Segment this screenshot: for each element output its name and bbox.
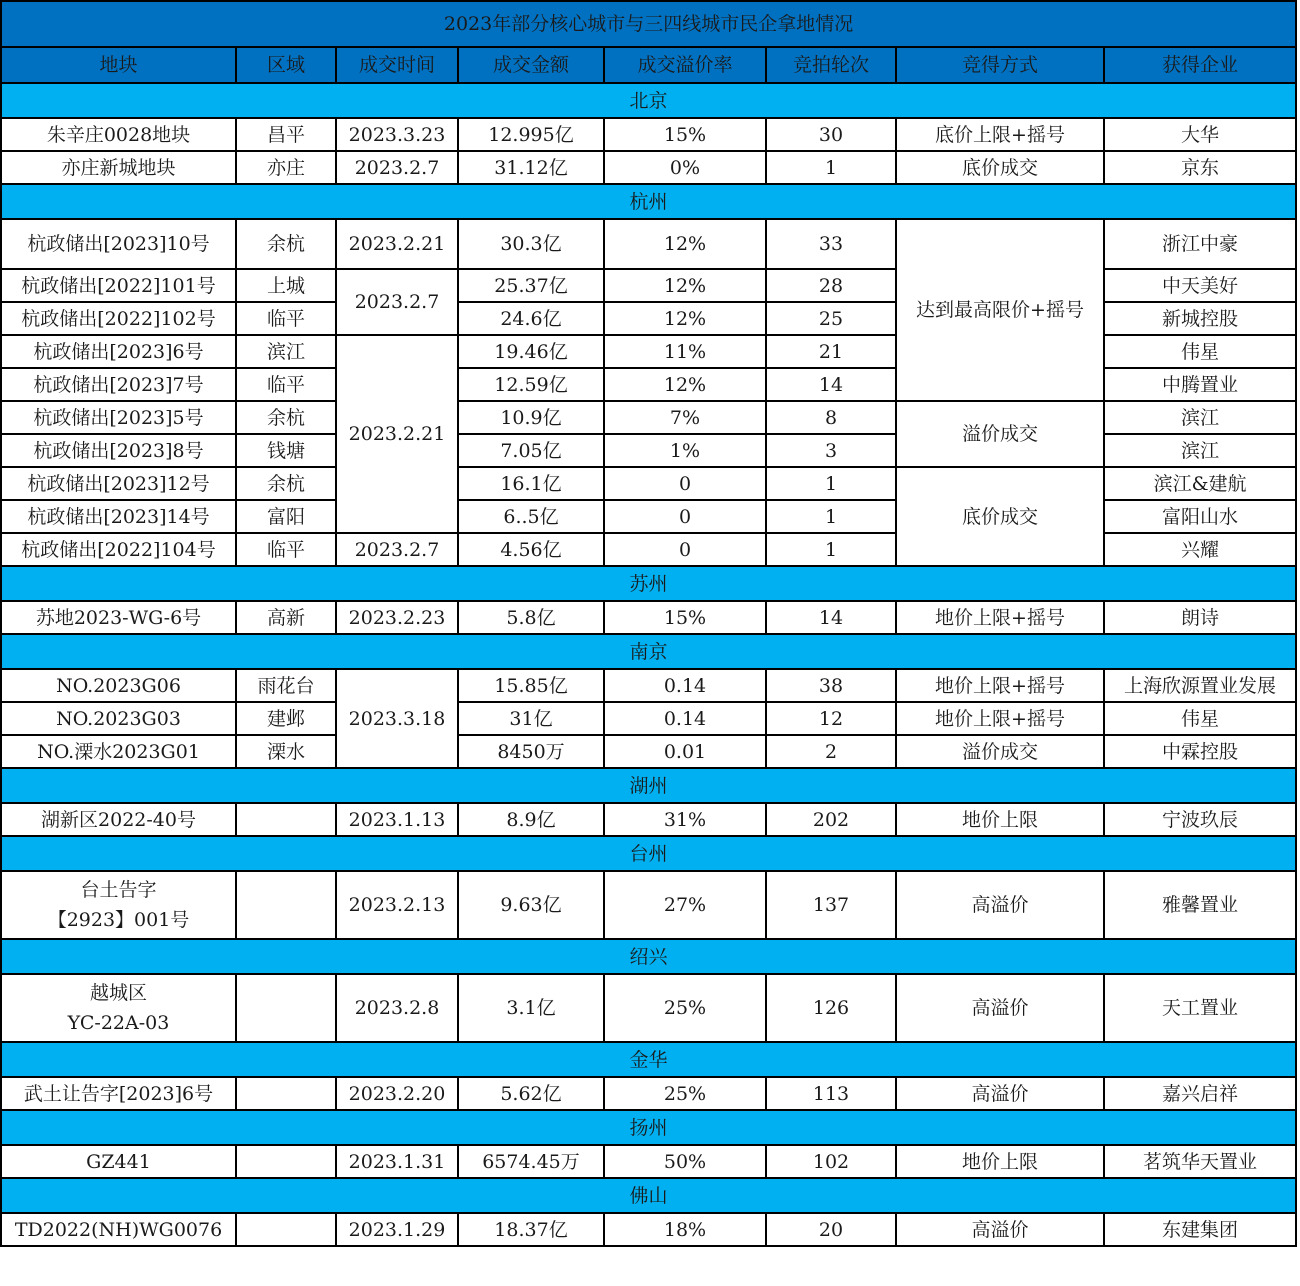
cell-area: 上城 — [236, 269, 336, 302]
table-row — [1, 151, 1296, 184]
cell-plot: 杭政储出[2023]8号 — [1, 434, 236, 467]
cell-amount: 31亿 — [458, 702, 604, 735]
cell-company: 茗筑华天置业 — [1104, 1145, 1296, 1178]
header-method: 竞得方式 — [896, 47, 1104, 83]
cell-rounds: 28 — [766, 269, 896, 302]
cell-company: 兴耀 — [1104, 533, 1296, 566]
cell-area: 雨花台 — [236, 669, 336, 702]
cell-plot: NO.溧水2023G01 — [1, 735, 236, 768]
cell-company: 新城控股 — [1104, 302, 1296, 335]
cell-area: 建邺 — [236, 702, 336, 735]
cell-rounds: 21 — [766, 335, 896, 368]
header-date: 成交时间 — [336, 47, 458, 83]
cell-area: 临平 — [236, 533, 336, 566]
city-band-huzhou: 湖州 — [1, 768, 1296, 803]
cell-amount: 9.63亿 — [458, 871, 604, 939]
cell-plot: 湖新区2022-40号 — [1, 803, 236, 836]
cell-method: 达到最高限价+摇号 — [896, 219, 1104, 401]
cell-plot: 杭政储出[2022]101号 — [1, 269, 236, 302]
header-plot: 地块 — [1, 47, 236, 83]
cell-company: 嘉兴启祥 — [1104, 1077, 1296, 1110]
cell-area: 溧水 — [236, 735, 336, 768]
cell-amount: 31.12亿 — [458, 151, 604, 184]
header-area: 区域 — [236, 47, 336, 83]
cell-amount: 24.6亿 — [458, 302, 604, 335]
cell-method: 高溢价 — [896, 871, 1104, 939]
cell-company: 雅馨置业 — [1104, 871, 1296, 939]
cell-plot — [1, 974, 236, 1042]
table-row — [1, 467, 1296, 500]
cell-rounds: 2 — [766, 735, 896, 768]
cell-plot: 武土让告字[2023]6号 — [1, 1077, 236, 1110]
cell-amount: 5.8亿 — [458, 601, 604, 634]
cell-date: 2023.1.29 — [336, 1213, 458, 1246]
city-band-shaoxing: 绍兴 — [1, 939, 1296, 974]
table-title: 2023年部分核心城市与三四线城市民企拿地情况 — [1, 1, 1296, 47]
table-row — [1, 118, 1296, 151]
cell-amount: 4.56亿 — [458, 533, 604, 566]
cell-area: 亦庄 — [236, 151, 336, 184]
cell-plot: 杭政储出[2023]6号 — [1, 335, 236, 368]
cell-amount: 8.9亿 — [458, 803, 604, 836]
cell-date: 2023.1.13 — [336, 803, 458, 836]
cell-plot: 杭政储出[2023]12号 — [1, 467, 236, 500]
table-row — [1, 702, 1296, 735]
cell-plot: 苏地2023-WG-6号 — [1, 601, 236, 634]
cell-premium: 31% — [604, 803, 766, 836]
cell-amount: 6..5亿 — [458, 500, 604, 533]
cell-company: 伟星 — [1104, 702, 1296, 735]
cell-company: 天工置业 — [1104, 974, 1296, 1042]
cell-date: 2023.2.20 — [336, 1077, 458, 1110]
city-band-beijing: 北京 — [1, 83, 1296, 118]
cell-date: 2023.2.23 — [336, 601, 458, 634]
cell-date: 2023.3.23 — [336, 118, 458, 151]
cell-date: 2023.2.21 — [336, 219, 458, 269]
cell-rounds: 14 — [766, 601, 896, 634]
cell-amount: 12.995亿 — [458, 118, 604, 151]
cell-premium: 15% — [604, 601, 766, 634]
cell-premium: 0 — [604, 500, 766, 533]
table-row — [1, 1145, 1296, 1178]
cell-area: 临平 — [236, 302, 336, 335]
header-rounds: 竞拍轮次 — [766, 47, 896, 83]
cell-premium: 15% — [604, 118, 766, 151]
table-row — [1, 219, 1296, 269]
cell-date: 2023.2.7 — [336, 269, 458, 335]
plot-line-1: 越城区 — [89, 982, 147, 1004]
cell-amount: 7.05亿 — [458, 434, 604, 467]
cell-rounds: 30 — [766, 118, 896, 151]
cell-plot: TD2022(NH)WG0076 — [1, 1213, 236, 1246]
cell-rounds: 113 — [766, 1077, 896, 1110]
city-band-foshan: 佛山 — [1, 1178, 1296, 1213]
table-row — [1, 1077, 1296, 1110]
cell-method: 溢价成交 — [896, 735, 1104, 768]
cell-company: 滨江 — [1104, 401, 1296, 434]
cell-premium: 12% — [604, 302, 766, 335]
city-band-taizhou: 台州 — [1, 836, 1296, 871]
cell-area: 昌平 — [236, 118, 336, 151]
cell-amount: 10.9亿 — [458, 401, 604, 434]
cell-area: 富阳 — [236, 500, 336, 533]
cell-premium: 0.01 — [604, 735, 766, 768]
cell-plot — [1, 871, 236, 939]
cell-area: 钱塘 — [236, 434, 336, 467]
cell-date: 2023.2.7 — [336, 533, 458, 566]
cell-date: 2023.2.8 — [336, 974, 458, 1042]
cell-area: 滨江 — [236, 335, 336, 368]
cell-company: 朗诗 — [1104, 601, 1296, 634]
cell-premium: 25% — [604, 1077, 766, 1110]
cell-date: 2023.2.13 — [336, 871, 458, 939]
cell-area — [236, 1213, 336, 1246]
cell-company: 富阳山水 — [1104, 500, 1296, 533]
cell-plot: 亦庄新城地块 — [1, 151, 236, 184]
cell-premium: 0.14 — [604, 669, 766, 702]
cell-plot: 杭政储出[2023]10号 — [1, 219, 236, 269]
cell-premium: 1% — [604, 434, 766, 467]
cell-amount: 8450万 — [458, 735, 604, 768]
cell-company: 宁波玖辰 — [1104, 803, 1296, 836]
cell-method: 溢价成交 — [896, 401, 1104, 467]
cell-premium: 12% — [604, 219, 766, 269]
cell-company: 中天美好 — [1104, 269, 1296, 302]
cell-company: 京东 — [1104, 151, 1296, 184]
cell-premium: 12% — [604, 368, 766, 401]
table-row — [1, 803, 1296, 836]
cell-plot: 杭政储出[2022]104号 — [1, 533, 236, 566]
cell-rounds: 126 — [766, 974, 896, 1042]
city-band-hangzhou: 杭州 — [1, 184, 1296, 219]
cell-premium: 0 — [604, 467, 766, 500]
cell-method: 地价上限 — [896, 803, 1104, 836]
cell-plot: 杭政储出[2023]14号 — [1, 500, 236, 533]
cell-area — [236, 803, 336, 836]
cell-method: 底价上限+摇号 — [896, 118, 1104, 151]
cell-company: 滨江 — [1104, 434, 1296, 467]
cell-area: 余杭 — [236, 401, 336, 434]
cell-amount: 16.1亿 — [458, 467, 604, 500]
cell-method: 地价上限+摇号 — [896, 601, 1104, 634]
cell-premium: 0 — [604, 533, 766, 566]
cell-date: 2023.1.31 — [336, 1145, 458, 1178]
cell-premium: 50% — [604, 1145, 766, 1178]
table-row — [1, 669, 1296, 702]
cell-method: 地价上限+摇号 — [896, 669, 1104, 702]
cell-amount: 19.46亿 — [458, 335, 604, 368]
cell-amount: 5.62亿 — [458, 1077, 604, 1110]
table-row — [1, 601, 1296, 634]
cell-company: 中腾置业 — [1104, 368, 1296, 401]
cell-rounds: 25 — [766, 302, 896, 335]
cell-area — [236, 974, 336, 1042]
cell-amount: 30.3亿 — [458, 219, 604, 269]
cell-rounds: 102 — [766, 1145, 896, 1178]
cell-amount: 25.37亿 — [458, 269, 604, 302]
cell-plot: 杭政储出[2022]102号 — [1, 302, 236, 335]
cell-company: 上海欣源置业发展 — [1104, 669, 1296, 702]
cell-rounds: 33 — [766, 219, 896, 269]
city-band-yangzhou: 扬州 — [1, 1110, 1296, 1145]
cell-rounds: 1 — [766, 467, 896, 500]
cell-method: 底价成交 — [896, 467, 1104, 566]
cell-area: 临平 — [236, 368, 336, 401]
cell-area — [236, 1145, 336, 1178]
table-row — [1, 735, 1296, 768]
cell-plot: 杭政储出[2023]7号 — [1, 368, 236, 401]
cell-plot: NO.2023G03 — [1, 702, 236, 735]
cell-premium: 25% — [604, 974, 766, 1042]
cell-plot: 杭政储出[2023]5号 — [1, 401, 236, 434]
cell-rounds: 14 — [766, 368, 896, 401]
cell-date: 2023.2.21 — [336, 335, 458, 533]
cell-company: 东建集团 — [1104, 1213, 1296, 1246]
cell-method: 地价上限 — [896, 1145, 1104, 1178]
header-company: 获得企业 — [1104, 47, 1296, 83]
cell-area: 高新 — [236, 601, 336, 634]
table-row — [1, 1213, 1296, 1246]
cell-company: 中霖控股 — [1104, 735, 1296, 768]
cell-company: 大华 — [1104, 118, 1296, 151]
cell-premium: 11% — [604, 335, 766, 368]
cell-area: 余杭 — [236, 467, 336, 500]
cell-rounds: 137 — [766, 871, 896, 939]
cell-area: 余杭 — [236, 219, 336, 269]
city-band-nanjing: 南京 — [1, 634, 1296, 669]
cell-premium: 0% — [604, 151, 766, 184]
cell-company: 浙江中豪 — [1104, 219, 1296, 269]
cell-amount: 3.1亿 — [458, 974, 604, 1042]
cell-rounds: 1 — [766, 500, 896, 533]
cell-rounds: 12 — [766, 702, 896, 735]
cell-company: 滨江&建航 — [1104, 467, 1296, 500]
cell-premium: 12% — [604, 269, 766, 302]
cell-rounds: 8 — [766, 401, 896, 434]
cell-amount: 12.59亿 — [458, 368, 604, 401]
cell-area — [236, 1077, 336, 1110]
cell-premium: 27% — [604, 871, 766, 939]
cell-amount: 15.85亿 — [458, 669, 604, 702]
cell-rounds: 20 — [766, 1213, 896, 1246]
cell-rounds: 3 — [766, 434, 896, 467]
cell-rounds: 1 — [766, 151, 896, 184]
table-row — [1, 401, 1296, 434]
cell-date: 2023.3.18 — [336, 669, 458, 768]
plot-line-1: 台土告字 — [80, 879, 157, 901]
cell-amount: 18.37亿 — [458, 1213, 604, 1246]
cell-premium: 18% — [604, 1213, 766, 1246]
plot-line-2: YC-22A-03 — [67, 1012, 170, 1034]
cell-method: 地价上限+摇号 — [896, 702, 1104, 735]
header-amount: 成交金额 — [458, 47, 604, 83]
cell-area — [236, 871, 336, 939]
table-row — [1, 974, 1296, 1042]
header-premium: 成交溢价率 — [604, 47, 766, 83]
city-band-jinhua: 金华 — [1, 1042, 1296, 1077]
cell-plot: GZ441 — [1, 1145, 236, 1178]
cell-method: 底价成交 — [896, 151, 1104, 184]
cell-premium: 0.14 — [604, 702, 766, 735]
cell-rounds: 1 — [766, 533, 896, 566]
cell-rounds: 202 — [766, 803, 896, 836]
plot-line-2: 【2923】001号 — [47, 909, 190, 931]
cell-plot: 朱辛庄0028地块 — [1, 118, 236, 151]
column-headers — [1, 47, 1296, 83]
table-row — [1, 871, 1296, 939]
cell-method: 高溢价 — [896, 974, 1104, 1042]
cell-method: 高溢价 — [896, 1077, 1104, 1110]
cell-rounds: 38 — [766, 669, 896, 702]
cell-method: 高溢价 — [896, 1213, 1104, 1246]
city-band-suzhou: 苏州 — [1, 566, 1296, 601]
cell-company: 伟星 — [1104, 335, 1296, 368]
cell-premium: 7% — [604, 401, 766, 434]
cell-plot: NO.2023G06 — [1, 669, 236, 702]
cell-amount: 6574.45万 — [458, 1145, 604, 1178]
cell-date: 2023.2.7 — [336, 151, 458, 184]
